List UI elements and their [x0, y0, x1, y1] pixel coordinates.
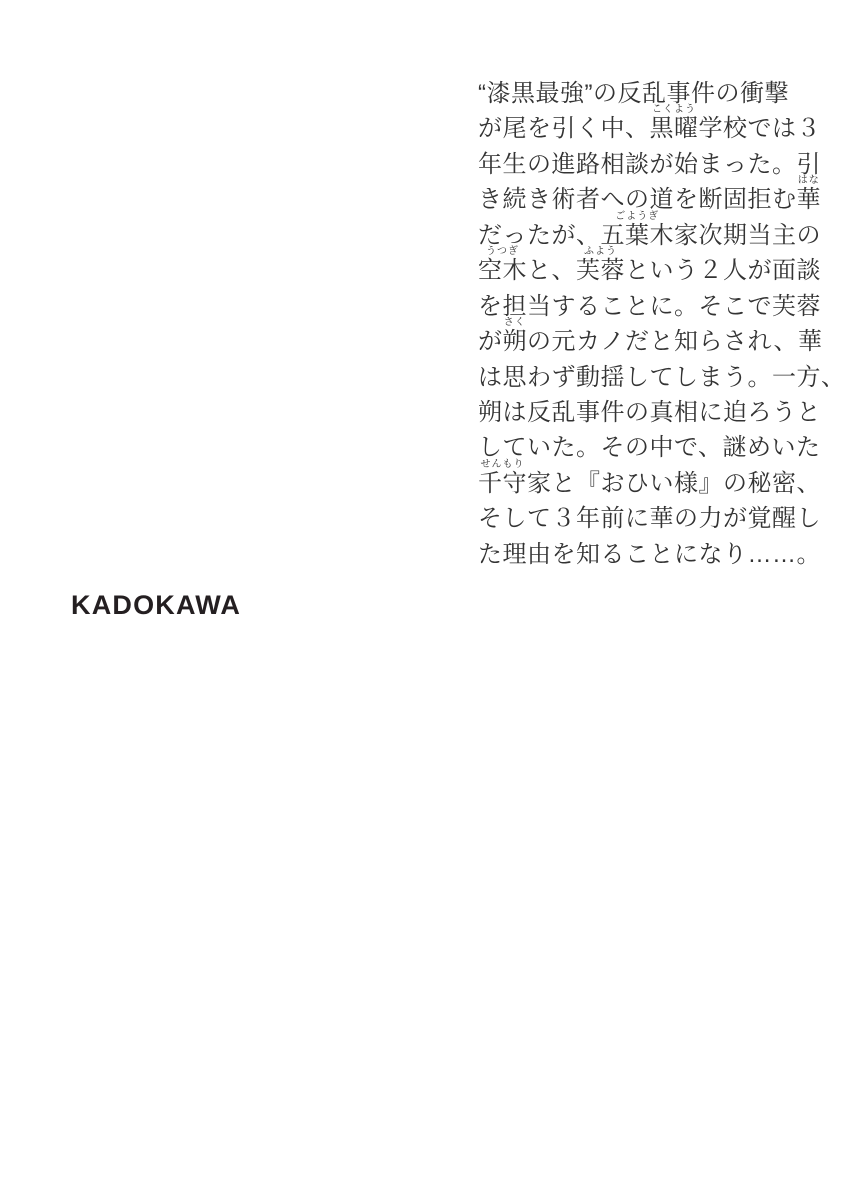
text-line: [478, 289, 823, 324]
text-segment: が尾を引く中、: [478, 115, 650, 143]
text-line: [478, 104, 823, 146]
kadokawa-logo: KADOKAWA: [71, 590, 242, 620]
text-segment: そして３年前に華の力が覚醒し: [478, 505, 821, 533]
ruby-base: 千守 せんもり: [478, 458, 527, 497]
ruby-base: 朔 さく: [502, 317, 527, 356]
text-segment: が: [478, 328, 503, 356]
furigana: さく: [503, 317, 526, 329]
furigana: うつぎ: [486, 246, 519, 258]
ruby-base: 芙蓉 ふよう: [576, 246, 625, 285]
text-line: [478, 501, 823, 536]
ruby-base: 黒曜 こくよう: [649, 104, 699, 143]
text-segment: 学校では３: [698, 115, 821, 143]
furigana: はな: [797, 175, 820, 187]
text-segment: 家と『おひい様』の秘密、: [527, 469, 821, 497]
ruby-base: 華 はな: [796, 175, 821, 214]
text-segment: た理由を知ることになり……。: [478, 540, 821, 568]
text-line: [478, 210, 823, 253]
text-segment: という２人が面談: [625, 257, 821, 285]
text-segment: していた。その中で、謎めいた: [478, 434, 821, 462]
text-segment: き続き術者への道を断固拒む: [478, 186, 797, 214]
text-line: [478, 430, 823, 465]
text-line: [478, 537, 823, 572]
text-line: [478, 458, 823, 501]
text-line: [478, 317, 823, 359]
synopsis-text-block: [478, 76, 845, 572]
text-line: [478, 246, 823, 288]
text-segment: の元カノだと知らされ、華: [527, 328, 823, 356]
text-line: [478, 360, 845, 395]
text-segment: “漆黒最強”の反乱事件の衝撃: [478, 80, 789, 107]
furigana: ふよう: [584, 246, 617, 258]
furigana: こくよう: [652, 104, 696, 116]
furigana: せんもり: [480, 458, 525, 470]
text-line: [478, 76, 823, 111]
ruby-base: 空木 うつぎ: [478, 246, 527, 285]
text-segment: 年生の進路相談が始まった。引: [478, 150, 821, 178]
text-line: [478, 395, 823, 430]
ruby-base: 五葉木 ごようぎ: [600, 210, 674, 249]
text-segment: と、: [527, 257, 576, 285]
text-segment: を担当することに。そこで芙蓉: [478, 292, 821, 320]
text-segment: 朔は反乱事件の真相に迫ろうと: [478, 398, 821, 426]
text-line: [478, 147, 823, 182]
text-segment: は思わず動揺してしまう。一方、: [478, 363, 845, 391]
furigana: ごようぎ: [615, 210, 660, 222]
text-segment: だったが、: [478, 221, 601, 249]
text-segment: 家次期当主の: [674, 221, 821, 249]
